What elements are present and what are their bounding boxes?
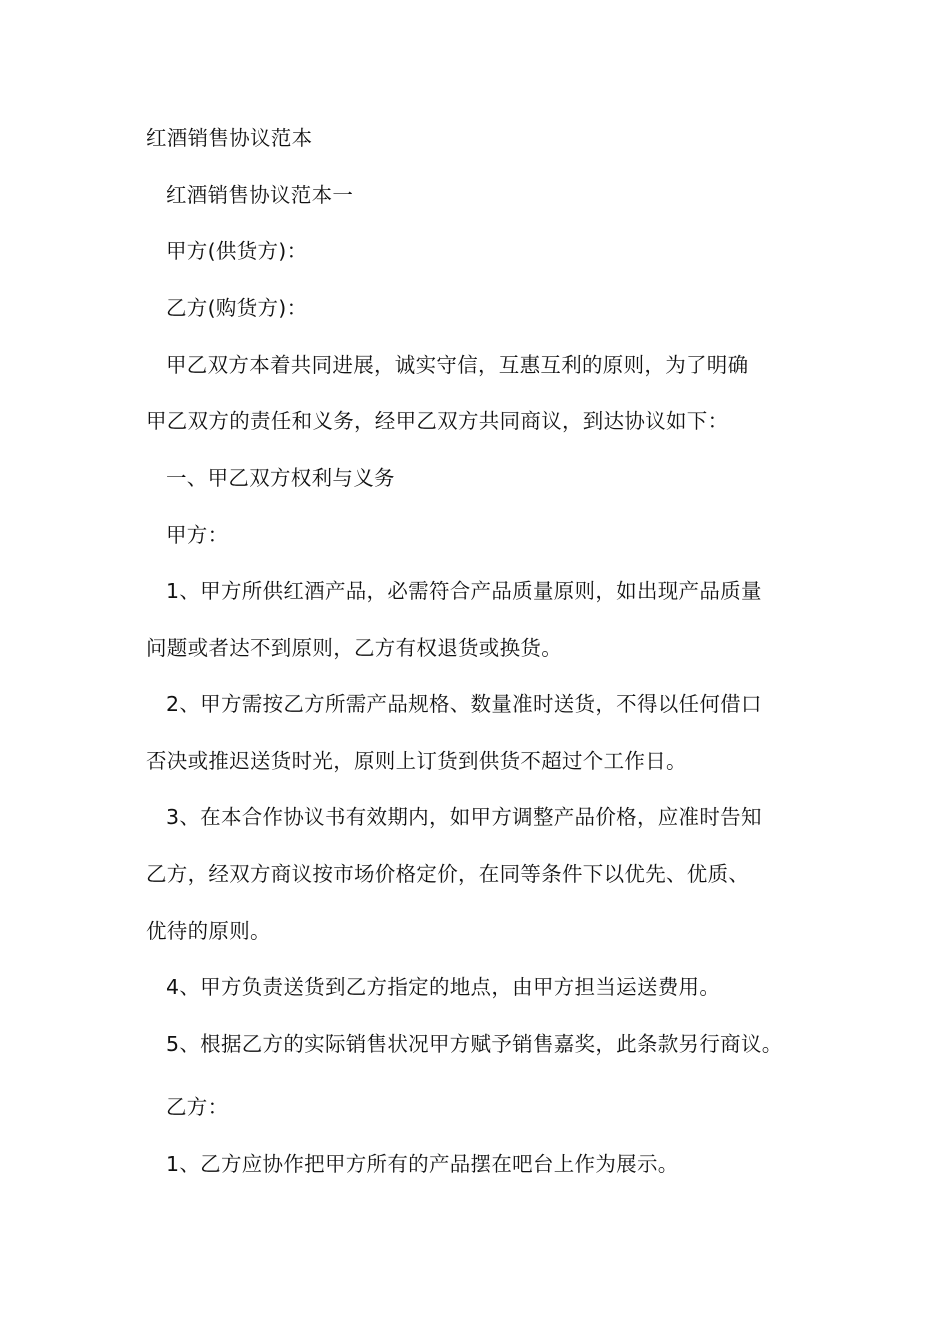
section-heading: 一、甲乙双方权利与义务 — [166, 466, 395, 490]
paragraph-line: 红酒销售协议范本一 — [166, 183, 354, 207]
clause-line: 优待的原则。 — [146, 919, 271, 943]
clause-line: 5、根据乙方的实际销售状况甲方赋予销售嘉奖，此条款另行商议。 — [166, 1032, 783, 1056]
clause-line: 1、乙方应协作把甲方所有的产品摆在吧台上作为展示。 — [166, 1152, 679, 1176]
party-heading: 甲方： — [166, 523, 229, 547]
paragraph-line: 甲乙双方本着共同进展，诚实守信，互惠互利的原则，为了明确 — [166, 353, 749, 377]
paragraph-line: 乙方(购货方)： — [166, 296, 308, 320]
clause-line: 否决或推迟送货时光，原则上订货到供货不超过个工作日。 — [146, 749, 687, 773]
clause-line: 1、甲方所供红酒产品，必需符合产品质量原则，如出现产品质量 — [166, 579, 762, 603]
clause-line: 2、甲方需按乙方所需产品规格、数量准时送货，不得以任何借口 — [166, 692, 762, 716]
clause-line: 4、甲方负责送货到乙方指定的地点，由甲方担当运送费用。 — [166, 975, 721, 999]
clause-line: 3、在本合作协议书有效期内，如甲方调整产品价格，应准时告知 — [166, 805, 762, 829]
clause-line: 乙方，经双方商议按市场价格定价，在同等条件下以优先、优质、 — [146, 862, 750, 886]
party-heading: 乙方： — [166, 1095, 229, 1119]
document-title: 红酒销售协议范本 — [146, 126, 313, 150]
clause-line: 问题或者达不到原则，乙方有权退货或换货。 — [146, 636, 562, 660]
paragraph-line: 甲乙双方的责任和义务，经甲乙双方共同商议，到达协议如下： — [146, 409, 729, 433]
paragraph-line: 甲方(供货方)： — [166, 239, 308, 263]
